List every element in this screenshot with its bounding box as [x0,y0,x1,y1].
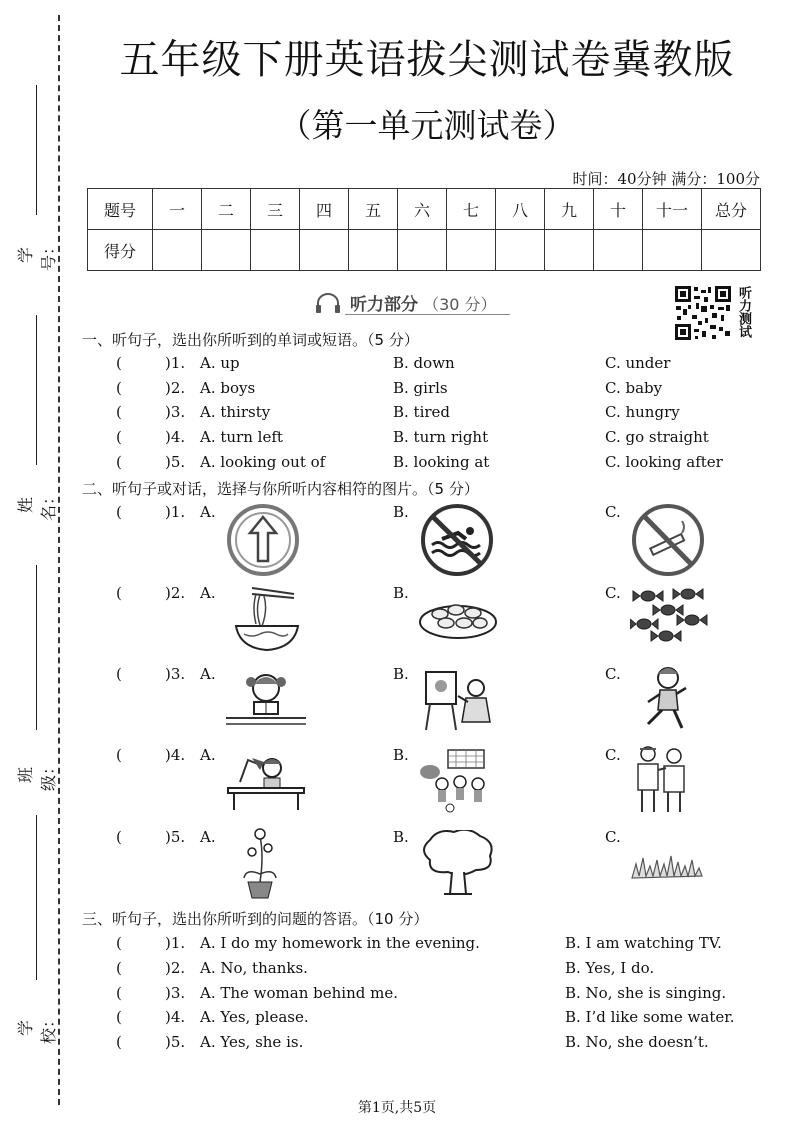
option-b: B. [393,665,409,683]
kids-playing-football-icon [420,748,498,814]
answer-bracket[interactable]: ( [116,1008,122,1026]
answer-bracket[interactable]: ( [116,379,122,397]
score-input[interactable] [153,230,202,271]
score-cell: 一 [153,189,202,230]
option-c: C. [605,503,621,521]
option-a: A. [200,828,216,846]
score-cell: 题号 [88,189,153,230]
question-number: )2. [165,959,186,977]
girl-running-icon [638,664,694,734]
answer-bracket[interactable]: ( [116,665,122,683]
option-b: B. tired [393,403,451,421]
score-cell: 总分 [702,189,761,230]
answer-bracket[interactable]: ( [116,828,122,846]
score-value-row [88,230,761,271]
option-a: A. [200,503,216,521]
binding-dashed-line [58,15,60,1105]
score-input[interactable] [496,230,545,271]
question-number: )2. [165,584,186,602]
question-number: )4. [165,428,186,446]
answer-bracket[interactable]: ( [116,354,122,372]
option-b: B. No, she is singing. [565,984,727,1002]
question-number: )3. [165,984,186,1002]
option-a: A. looking out of [200,453,326,471]
score-cell: 八 [496,189,545,230]
option-a: A. The woman behind me. [200,984,398,1002]
score-cell: 五 [349,189,398,230]
girl-reading-icon [226,668,306,728]
answer-bracket[interactable]: ( [116,746,122,764]
answer-bracket[interactable]: ( [116,1033,122,1051]
option-b: B. I am watching TV. [565,934,722,952]
name-label: 姓名： [16,489,58,522]
score-cell: 二 [202,189,251,230]
answer-bracket[interactable]: ( [116,428,122,446]
question-number: )1. [165,354,186,372]
option-b: B. girls [393,379,448,397]
option-a: A. Yes, she is. [200,1033,304,1051]
option-c: C. [605,828,621,846]
question-number: )5. [165,828,186,846]
score-input[interactable] [545,230,594,271]
option-a: A. I do my homework in the evening. [200,934,480,952]
score-input[interactable] [349,230,398,271]
score-input[interactable] [398,230,447,271]
question-number: )5. [165,1033,186,1051]
score-input[interactable] [202,230,251,271]
listening-divider [345,314,510,315]
section-1-title: 一、听句子，选出你所听到的单词或短语。（5 分） [82,331,419,349]
option-a: A. [200,584,216,602]
score-header-row [88,189,761,230]
girl-painting-icon [420,668,496,732]
grass-icon [630,848,710,884]
two-men-icon [630,744,694,814]
student-id-line [36,85,38,215]
student-id-label: 学号： [16,239,58,272]
question-number: )2. [165,379,186,397]
score-input[interactable] [643,230,702,271]
option-a: A. up [200,354,240,372]
answer-bracket[interactable]: ( [116,403,122,421]
potted-flower-icon [240,826,280,900]
option-c: C. [605,665,621,683]
option-a: A. thirsty [200,403,271,421]
question-number: )5. [165,453,186,471]
question-number: )4. [165,1008,186,1026]
question-number: )3. [165,665,186,683]
qr-code-icon[interactable] [674,285,732,341]
option-b: B. I’d like some water. [565,1008,735,1026]
option-a: A. Yes, please. [200,1008,309,1026]
candies-icon [630,584,712,648]
option-c: C. [605,746,621,764]
option-b: B. [393,584,409,602]
up-arrow-sign-icon [226,503,300,577]
option-a: A. boys [200,379,256,397]
score-cell: 九 [545,189,594,230]
section-2-title: 二、听句子或对话，选择与你所听内容相符的图片。（5 分） [82,480,479,498]
score-cell: 十 [594,189,643,230]
question-number: )1. [165,934,186,952]
question-number: )3. [165,403,186,421]
score-input[interactable] [447,230,496,271]
option-c: C. go straight [605,428,709,446]
option-b: B. down [393,354,455,372]
class-line [36,565,38,730]
qr-caption: 听力测试 [736,286,751,338]
time-info: 时间：40分钟 满分：100分 [572,170,760,188]
class-label: 班级： [16,759,58,792]
listening-points: （30 分） [423,295,497,314]
answer-bracket[interactable]: ( [116,453,122,471]
page-subtitle: （第一单元测试卷） [278,106,576,145]
noodles-bowl-icon [232,584,302,656]
option-c: C. under [605,354,671,372]
option-a: A. turn left [200,428,283,446]
option-b: B. [393,828,409,846]
question-number: )4. [165,746,186,764]
dumplings-plate-icon [418,596,498,640]
answer-bracket[interactable]: ( [116,959,122,977]
no-smoking-sign-icon [630,503,706,577]
answer-bracket[interactable]: ( [116,984,122,1002]
headphones-icon [315,292,341,314]
score-input[interactable] [702,230,761,271]
boy-at-desk-icon [226,752,306,812]
school-label: 学校： [16,1012,58,1045]
listening-title: 听力部分 [350,295,418,315]
option-c: C. [605,584,621,602]
score-cell: 三 [251,189,300,230]
score-input[interactable] [251,230,300,271]
score-input[interactable] [300,230,349,271]
score-cell: 十一 [643,189,702,230]
score-table [87,188,761,271]
score-input[interactable] [594,230,643,271]
score-cell: 六 [398,189,447,230]
section-3-title: 三、听句子，选出你所听到的问题的答语。（10 分） [82,910,429,928]
no-swimming-sign-icon [418,503,496,577]
option-b: B. turn right [393,428,489,446]
answer-bracket[interactable]: ( [116,934,122,952]
score-label: 得分 [88,230,153,271]
page-footer: 第1页,共5页 [357,1100,437,1116]
score-cell: 四 [300,189,349,230]
page-title: 五年级下册英语拔尖测试卷冀教版 [119,37,735,83]
option-b: B. looking at [393,453,490,471]
name-line [36,315,38,465]
option-a: A. [200,746,216,764]
option-b: B. Yes, I do. [565,959,655,977]
option-b: B. [393,746,409,764]
option-c: C. hungry [605,403,680,421]
option-b: B. [393,503,409,521]
question-number: )1. [165,503,186,521]
option-b: B. No, she doesn’t. [565,1033,709,1051]
tree-icon [418,830,498,896]
score-cell: 七 [447,189,496,230]
option-c: C. looking after [605,453,723,471]
option-a: A. No, thanks. [200,959,308,977]
answer-bracket[interactable]: ( [116,503,122,521]
option-c: C. baby [605,379,663,397]
school-line [36,815,38,980]
option-a: A. [200,665,216,683]
answer-bracket[interactable]: ( [116,584,122,602]
